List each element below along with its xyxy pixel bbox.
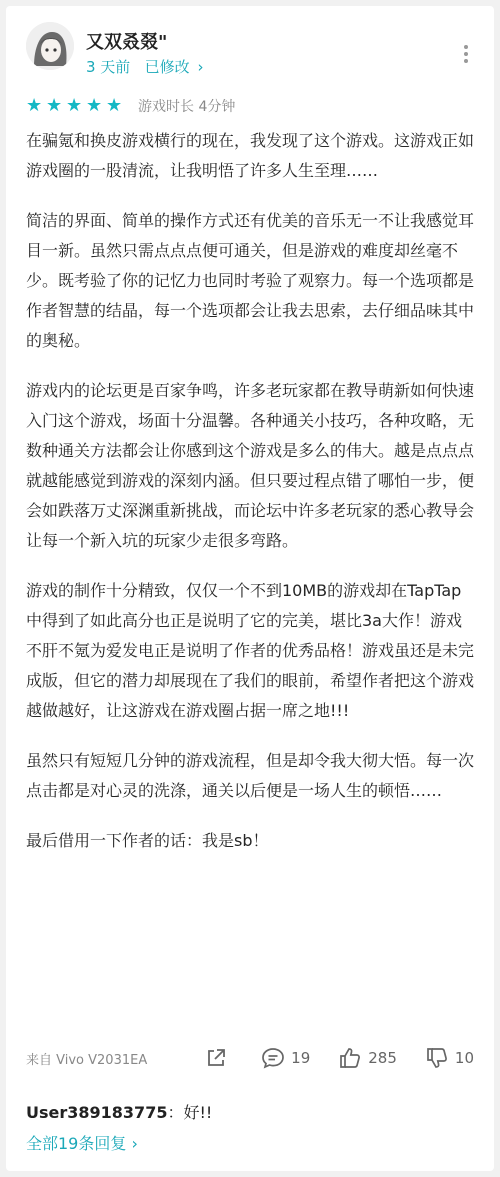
avatar[interactable] <box>26 22 74 70</box>
star-icon: ★ <box>46 95 63 116</box>
all-replies-link[interactable] <box>26 1131 474 1154</box>
edited-label: 已修改 <box>144 58 190 76</box>
thumbs-down-icon <box>425 1047 449 1069</box>
rating-row <box>26 94 235 118</box>
review-paragraph: 最后借用一下作者的话：我是sb！ <box>26 831 269 850</box>
review-meta[interactable] <box>86 56 203 77</box>
star-icon: ★ <box>86 95 103 116</box>
chevron-right-icon: › <box>131 1134 138 1153</box>
review-card <box>6 6 494 1171</box>
device-label: 来自 Vivo V2031EA <box>26 1052 148 1068</box>
thumbs-up-icon <box>338 1047 362 1069</box>
star-icon: ★ <box>26 95 43 116</box>
author-name[interactable]: 又双叒叕" <box>86 32 168 53</box>
reply-text: ：好!! <box>167 1103 213 1122</box>
reply-section <box>26 1101 474 1154</box>
share-button[interactable] <box>205 1047 233 1069</box>
review-paragraph: 在骗氪和换皮游戏横行的现在，我发现了这个游戏。这游戏正如游戏圈的一股清流，让我明悟了许多人生至理…… <box>26 131 475 180</box>
star-rating <box>26 97 124 115</box>
review-paragraph: 游戏的制作十分精致，仅仅一个不到10MB的游戏却在TapTap中得到了如此高分也正是说明了它的完美，堪比3a大作！游戏不肝不氪为爱发电正是说明了作者的优秀品格！游戏虽还是未完成版，但它的潜力却展现在了我们的眼前，希望作者把这个游戏越做越好，让这游戏在游戏圈占据一席之地!!! <box>26 581 475 720</box>
star-icon: ★ <box>66 95 83 116</box>
like-button[interactable] <box>338 1047 397 1069</box>
playtime: 游戏时长 4分钟 <box>138 99 236 115</box>
reply-username[interactable]: User389183775 <box>26 1103 168 1122</box>
review-paragraph: 虽然只有短短几分钟的游戏流程，但是却令我大彻大悟。每一次点击都是对心灵的洗涤，通关以后便是一场人生的顿悟…… <box>26 751 475 800</box>
chevron-right-icon: › <box>197 58 204 76</box>
star-icon: ★ <box>106 95 123 116</box>
review-header <box>26 22 474 82</box>
review-time: 3 天前 <box>86 58 131 76</box>
all-replies-label: 全部19条回复 <box>26 1134 127 1153</box>
review-paragraph: 游戏内的论坛更是百家争鸣，许多老玩家都在教导萌新如何快速入门这个游戏，场面十分温馨。各种通关小技巧，各种攻略，无数种通关方法都会让你感到这个游戏是多么的伟大。越是点点点就越能感觉到游戏的深刻内涵。但只要过程点错了哪怕一步，便会如跌落万丈深渊重新挑战，而论坛中许多老玩家的悉心教导会让每一个新入坑的玩家少走很多弯路。 <box>26 381 475 550</box>
dislike-button[interactable] <box>425 1047 474 1069</box>
review-paragraph: 简洁的界面、简单的操作方式还有优美的音乐无一不让我感觉耳目一新。虽然只需点点点便可通关，但是游戏的难度却丝毫不少。既考验了你的记忆力也同时考验了观察力。每一个选项都是作者智慧的结晶，每一个选项都会让我去思索，去仔细品味其中的奥秘。 <box>26 211 475 350</box>
avatar-image <box>26 22 74 70</box>
comment-count: 19 <box>291 1049 311 1067</box>
comment-button[interactable] <box>261 1047 310 1069</box>
reply-item[interactable] <box>26 1101 474 1125</box>
review-body <box>26 126 474 876</box>
share-icon <box>205 1047 227 1069</box>
dislike-count: 10 <box>454 1049 474 1067</box>
review-footer <box>26 1044 474 1072</box>
like-count: 285 <box>368 1049 397 1067</box>
comment-icon <box>261 1047 285 1069</box>
more-options-icon[interactable] <box>464 42 470 66</box>
